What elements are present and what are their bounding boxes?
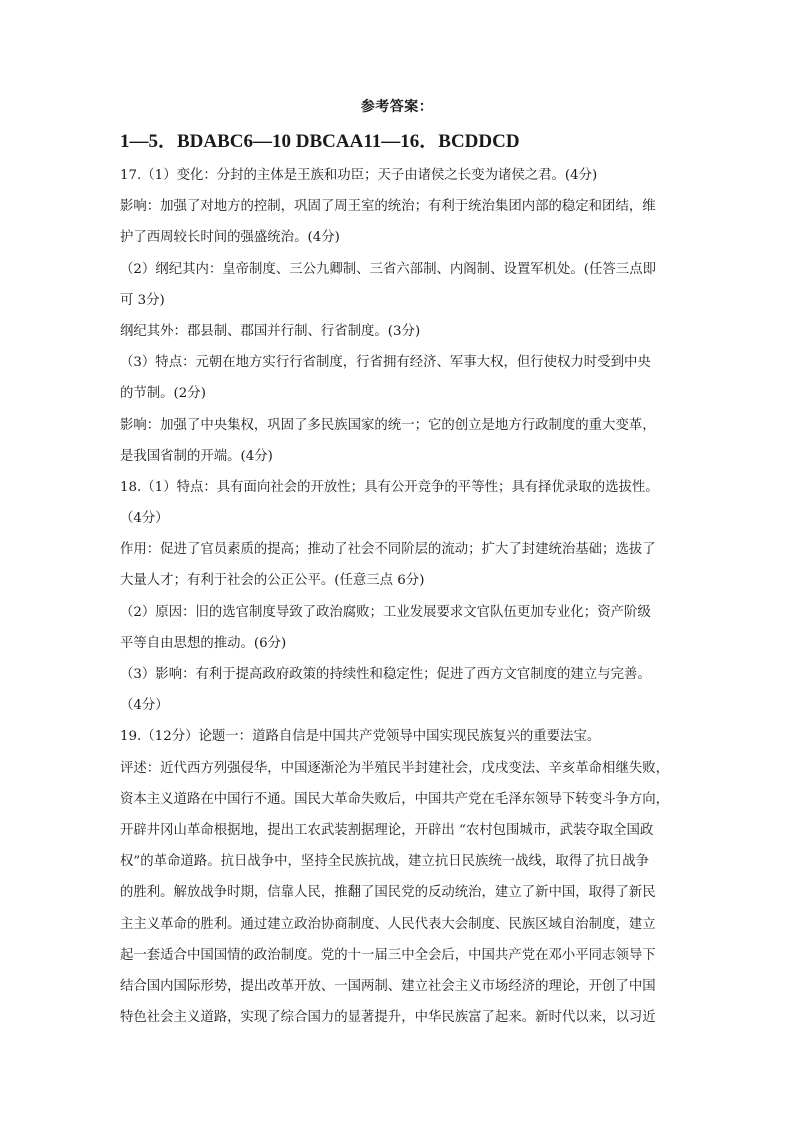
document-title: 参考答案： — [360, 99, 434, 115]
text-line: 可 3分) — [120, 292, 165, 308]
text-line: 是我国省制的开端。(4分) — [120, 448, 273, 464]
text-line: 特色社会主义道路，实现了综合国力的显著提升，中华民族富了起来。新时代以来，以习近 — [120, 1010, 656, 1026]
text-line: 影响：加强了中央集权，巩固了多民族国家的统一；它的创立是地方行政制度的重大变革， — [120, 417, 656, 433]
text-line: 护了西周较长时间的强盛统治。(4分) — [120, 230, 340, 246]
text-line: （4分） — [120, 511, 169, 527]
text-line: （4分） — [120, 698, 169, 714]
text-line: 评述：近代西方列强侵华，中国逐渐沦为半殖民半封建社会，戊戌变法、辛亥革命相继失败， — [120, 760, 670, 776]
text-line: （2）原因：旧的选官制度导致了政治腐败；工业发展要求文官队伍更加专业化；资产阶级 — [120, 604, 651, 620]
text-line: 17.（1）变化：分封的主体是王族和功臣；天子由诸侯之长变为诸侯之君。(4分) — [120, 168, 598, 183]
text-line: 的节制。(2分) — [120, 386, 206, 402]
text-line: （3）影响：有利于提高政府政策的持续性和稳定性；促进了西方文官制度的建立与完善。 — [120, 667, 651, 682]
text-line: 19.（12分）论题一：道路自信是中国共产党领导中国实现民族复兴的重要法宝。 — [120, 729, 601, 745]
text-line: 大量人才；有利于社会的公正公平。(任意三点 6分) — [120, 573, 425, 589]
text-line: （3）特点：元朝在地方实行行省制度，行省拥有经济、军事大权，但行使权力时受到中央 — [120, 355, 651, 371]
text-line: 主主义革命的胜利。通过建立政治协商制度、人民代表大会制度、民族区域自治制度，建立 — [120, 916, 656, 932]
text-line: 起一套适合中国国情的政治制度。党的十一届三中全会后，中国共产党在邓小平同志领导下 — [120, 947, 656, 963]
text-line: （2）纲纪其内：皇帝制度、三公九卿制、三省六部制、内阁制、设置军机处。(任答三点即 — [120, 261, 656, 277]
text-line: 影响：加强了对地方的控制，巩固了周王室的统治；有利于统治集团内部的稳定和团结，维 — [120, 199, 656, 215]
text-line: 平等自由思想的推动。(6分) — [120, 635, 287, 651]
text-line: 作用：促进了官员素质的提高；推动了社会不同阶层的流动；扩大了封建统治基础；选拔了 — [120, 542, 656, 558]
text-line: 结合国内国际形势，提出改革开放、一国两制、建立社会主义市场经济的理论，开创了中国 — [120, 978, 656, 994]
multiple-choice-answers: 1—5．BDABC6—10 DBCAA11—16．BCDDCD — [120, 131, 520, 152]
text-line: 资本主义道路在中国行不通。国民大革命失败后，中国共产党在毛泽东领导下转变斗争方向， — [120, 791, 670, 807]
text-line: 纲纪其外：郡县制、郡国并行制、行省制度。(3分) — [120, 323, 421, 339]
answer-body — [120, 160, 680, 1033]
text-line: 权”的革命道路。抗日战争中，坚持全民族抗战，建立抗日民族统一战线，取得了抗日战争 — [120, 854, 650, 870]
text-line: 开辟井冈山革命根据地，提出工农武装割据理论，开辟出 “农村包围城市，武装夺取全国政 — [120, 822, 654, 838]
text-line: 的胜利。解放战争时期，信靠人民，推翻了国民党的反动统治，建立了新中国，取得了新民 — [120, 885, 656, 901]
text-line: 18.（1）特点：具有面向社会的开放性；具有公开竞争的平等性；具有择优录取的选拔性。 — [120, 479, 659, 495]
